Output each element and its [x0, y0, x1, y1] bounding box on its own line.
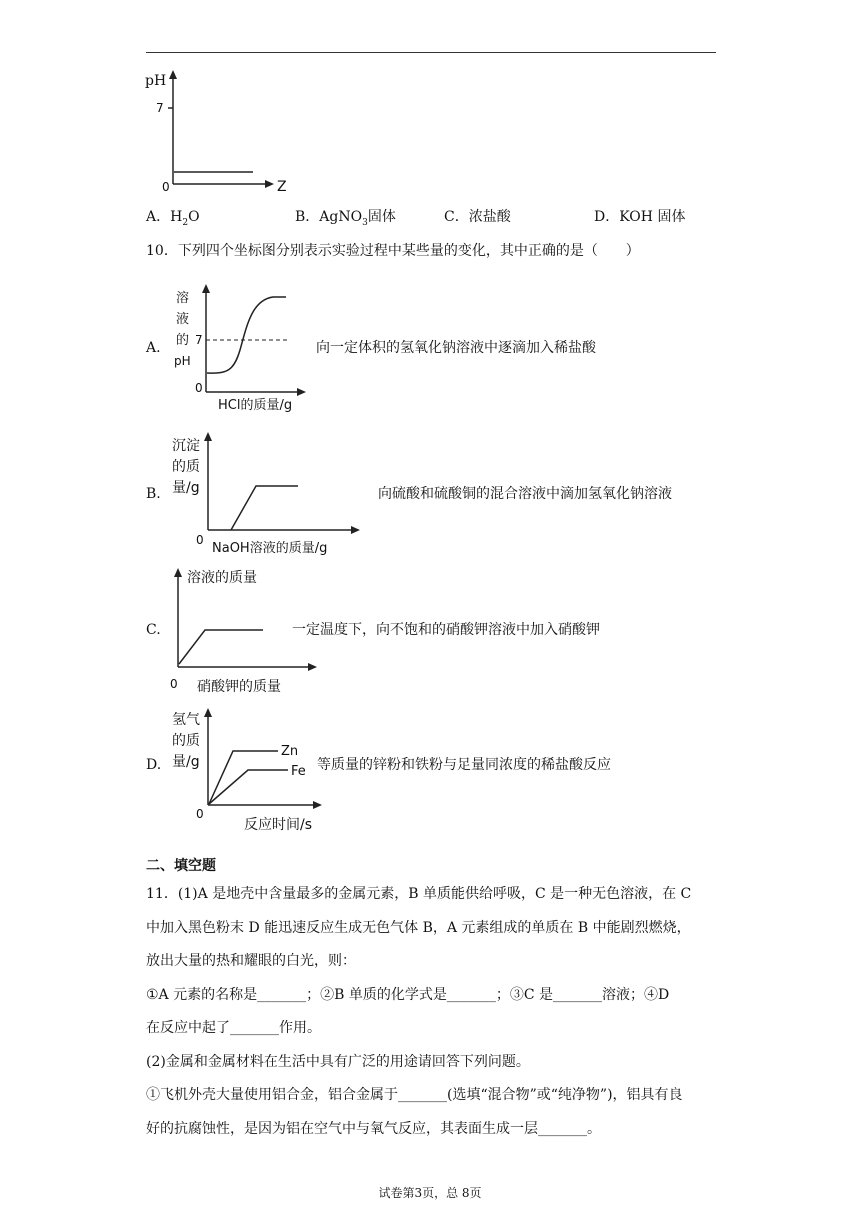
- q10-d-y-line-2: 的质: [172, 733, 200, 749]
- q10-c-letter: C.: [146, 622, 161, 638]
- q10-d-zn-label: Zn: [281, 744, 299, 759]
- q10-a-desc: 向一定体积的氢氧化钠溶液中逐滴加入稀盐酸: [316, 340, 596, 356]
- header-rule: [146, 52, 716, 53]
- q10-d-y-line-1: 氢气: [172, 712, 200, 728]
- q11-line-8: 好的抗腐蚀性，是因为铝在空气中与氧气反应，其表面生成一层_______。: [146, 1121, 601, 1137]
- q10-b-chart: [168, 428, 368, 558]
- q10-a-y-line-1: 溶: [176, 291, 190, 306]
- q9-x-label: Z: [277, 179, 287, 195]
- q11-line-3: 放出大量的热和耀眼的白光，则：: [146, 953, 356, 969]
- q10-a-curve: [207, 297, 286, 373]
- q11-line-2: 中加入黑色粉末 D 能迅速反应生成无色气体 B，A 元素组成的单质在 B 中能剧烈燃烧，: [146, 920, 691, 936]
- q10-b-y-line-3: 量/g: [172, 480, 200, 496]
- q10-a-origin: 0: [195, 381, 203, 395]
- q9-y-label: pH: [145, 73, 167, 89]
- q10-d-x-label: 反应时间/s: [244, 817, 313, 833]
- q11-line-4: ①A 元素的名称是_______；②B 单质的化学式是_______；③C 是_______溶液；④D: [146, 987, 670, 1003]
- q10-d-desc: 等质量的锌粉和铁粉与足量同浓度的稀盐酸反应: [317, 757, 611, 773]
- q10-d-zn-curve: [209, 751, 278, 804]
- q10-d-y-line-3: 量/g: [172, 754, 200, 770]
- q10-stem: 10．下列四个坐标图分别表示实验过程中某些量的变化，其中正确的是（ ）: [146, 243, 640, 259]
- section-title: 二、填空题: [146, 858, 216, 874]
- q10-c-x-label: 硝酸钾的质量: [197, 679, 281, 695]
- q10-a-y-tick: 7: [195, 333, 203, 347]
- q10-c-desc: 一定温度下，向不饱和的硝酸钾溶液中加入硝酸钾: [292, 622, 600, 638]
- q10-a-y-line-3: 的: [176, 333, 190, 348]
- q10-b-desc: 向硫酸和硫酸铜的混合溶液中滴加氢氧化钠溶液: [378, 486, 672, 502]
- q9-option-b: B．AgNO$_3$固体: [295, 209, 396, 228]
- q10-b-letter: B.: [146, 486, 161, 502]
- q10-a-y-line-2: 液: [176, 312, 190, 327]
- q10-d-fe-curve: [209, 770, 288, 804]
- q9-option-c: C．浓盐酸: [444, 209, 511, 225]
- q9-option-a: A．$H_2O$: [146, 209, 200, 228]
- q9-option-d: D．KOH 固体: [594, 209, 686, 225]
- q9-y-tick: 7: [156, 101, 164, 115]
- q10-c-curve: [179, 630, 263, 664]
- q9-ph-chart: [140, 68, 300, 198]
- q10-c-origin: 0: [170, 677, 178, 691]
- q10-b-x-label: NaOH溶液的质量/g: [212, 541, 328, 556]
- q9-origin: 0: [162, 180, 170, 194]
- q10-a-chart: [168, 280, 318, 415]
- q10-a-letter: A.: [146, 340, 161, 356]
- q10-a-y-line-4: pH: [174, 354, 191, 368]
- q10-a-x-label: HCl的质量/g: [218, 398, 293, 413]
- q10-d-fe-label: Fe: [291, 764, 306, 779]
- q11-line-6: (2)金属和金属材料在生活中具有广泛的用途请回答下列问题。: [146, 1054, 530, 1070]
- q11-line-5: 在反应中起了_______作用。: [146, 1020, 321, 1036]
- q10-d-letter: D.: [146, 757, 162, 773]
- q11-line-7: ①飞机外壳大量使用铝合金，铝合金属于_______(选填“混合物”或“纯净物”)，铝具有良: [146, 1087, 683, 1103]
- q10-c-y-label: 溶液的质量: [187, 570, 257, 586]
- q10-d-origin: 0: [196, 807, 204, 821]
- page-footer: 试卷第3页，总 8页: [378, 1186, 482, 1200]
- q10-b-y-line-2: 的质: [172, 459, 200, 475]
- q11-line-1: 11．(1)A 是地壳中含量最多的金属元素，B 单质能供给呼吸，C 是一种无色溶液，在 C: [146, 886, 692, 902]
- q10-b-origin: 0: [196, 533, 204, 547]
- q10-b-y-line-1: 沉淀: [172, 438, 200, 454]
- q10-d-chart: [168, 704, 333, 834]
- q10-b-curve: [231, 486, 298, 530]
